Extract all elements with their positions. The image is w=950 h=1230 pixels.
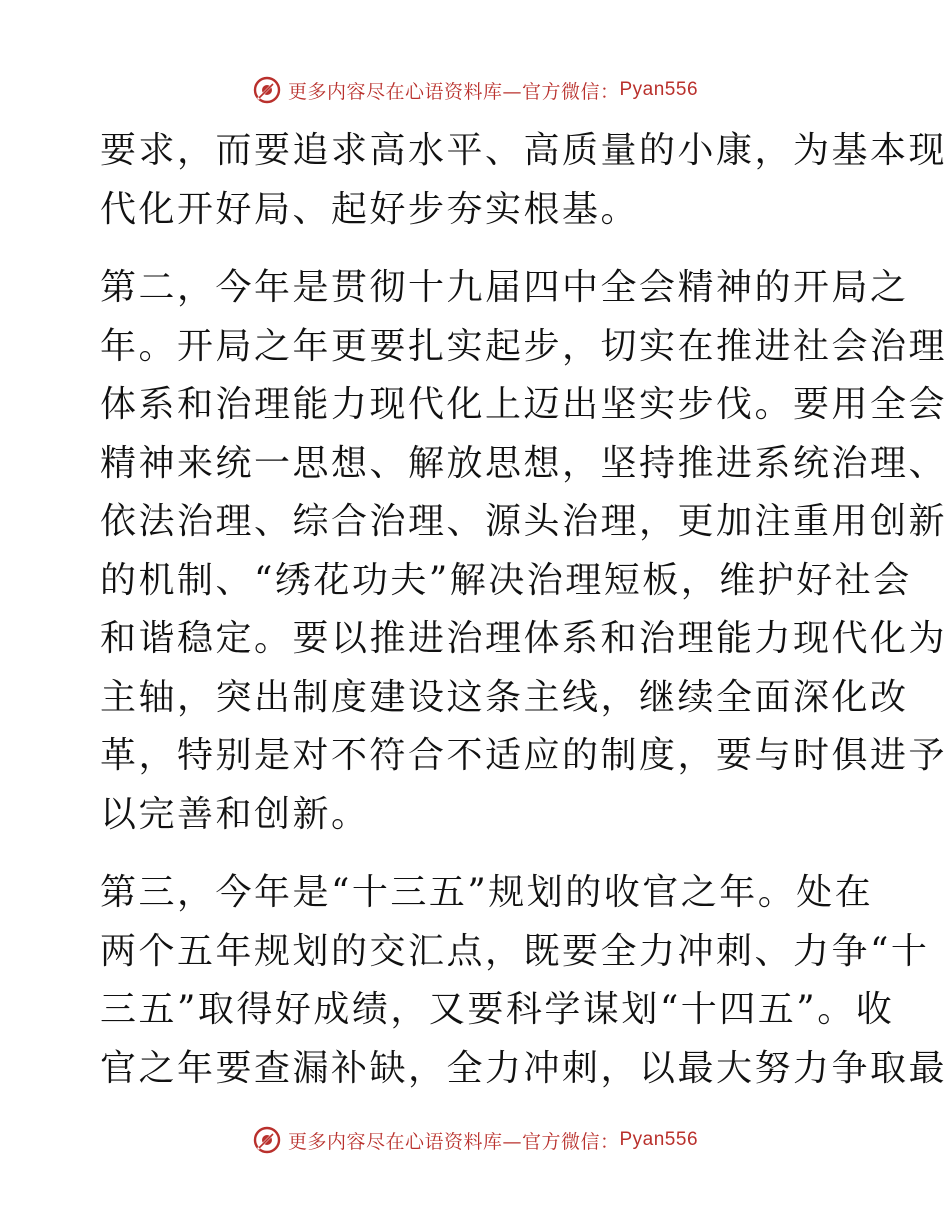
brand-logo-icon [252,75,282,105]
header-banner-text: 更多内容尽在心语资料库—官方微信： [287,80,620,103]
text-line: 主轴，突出制度建设这条主线，继续全面深化改 [100,676,909,718]
header-banner-wechat: Pyan556 [619,79,699,100]
text-line: 三五”取得好成绩，又要科学谋划“十四五”。收 [100,989,895,1030]
paragraph-1 [100,122,948,239]
header-banner [0,70,950,110]
paragraph-2 [100,259,948,844]
text-line: 年。开局之年更要扎实起步，切实在推进社会治理 [100,325,948,367]
text-line: 要求，而要追求高水平、高质量的小康，为基本现 [100,130,948,171]
text-line: 代化开好局、起好步夯实根基。 [100,188,640,230]
text-line: 以完善和创新。 [100,793,370,835]
footer-banner [0,1120,950,1160]
text-line: 革，特别是对不符合不适应的制度，要与时俱进予 [100,735,948,776]
text-line: 第二，今年是贯彻十九届四中全会精神的开局之 [100,267,909,308]
text-line: 和谐稳定。要以推进治理体系和治理能力现代化为 [100,618,948,659]
body-text [100,122,948,1098]
footer-banner-text: 更多内容尽在心语资料库—官方微信： [287,1130,620,1153]
footer-banner-wechat: Pyan556 [619,1129,699,1150]
text-line: 两个五年规划的交汇点，既要全力冲刺、力争“十 [100,930,930,972]
brand-logo-icon [252,1125,282,1155]
text-line: 精神来统一思想、解放思想，坚持推进系统治理、 [100,442,948,484]
text-line: 第三，今年是“十三五”规划的收官之年。处在 [100,872,874,913]
text-line: 依法治理、综合治理、源头治理，更加注重用创新 [100,501,948,542]
text-line: 的机制、“绣花功夫”解决治理短板，维护好社会 [100,559,912,601]
text-line: 体系和治理能力现代化上迈出坚实步伐。要用全会 [100,384,948,425]
paragraph-3 [100,864,948,1098]
text-line: 官之年要查漏补缺，全力冲刺，以最大努力争取最 [100,1047,948,1089]
